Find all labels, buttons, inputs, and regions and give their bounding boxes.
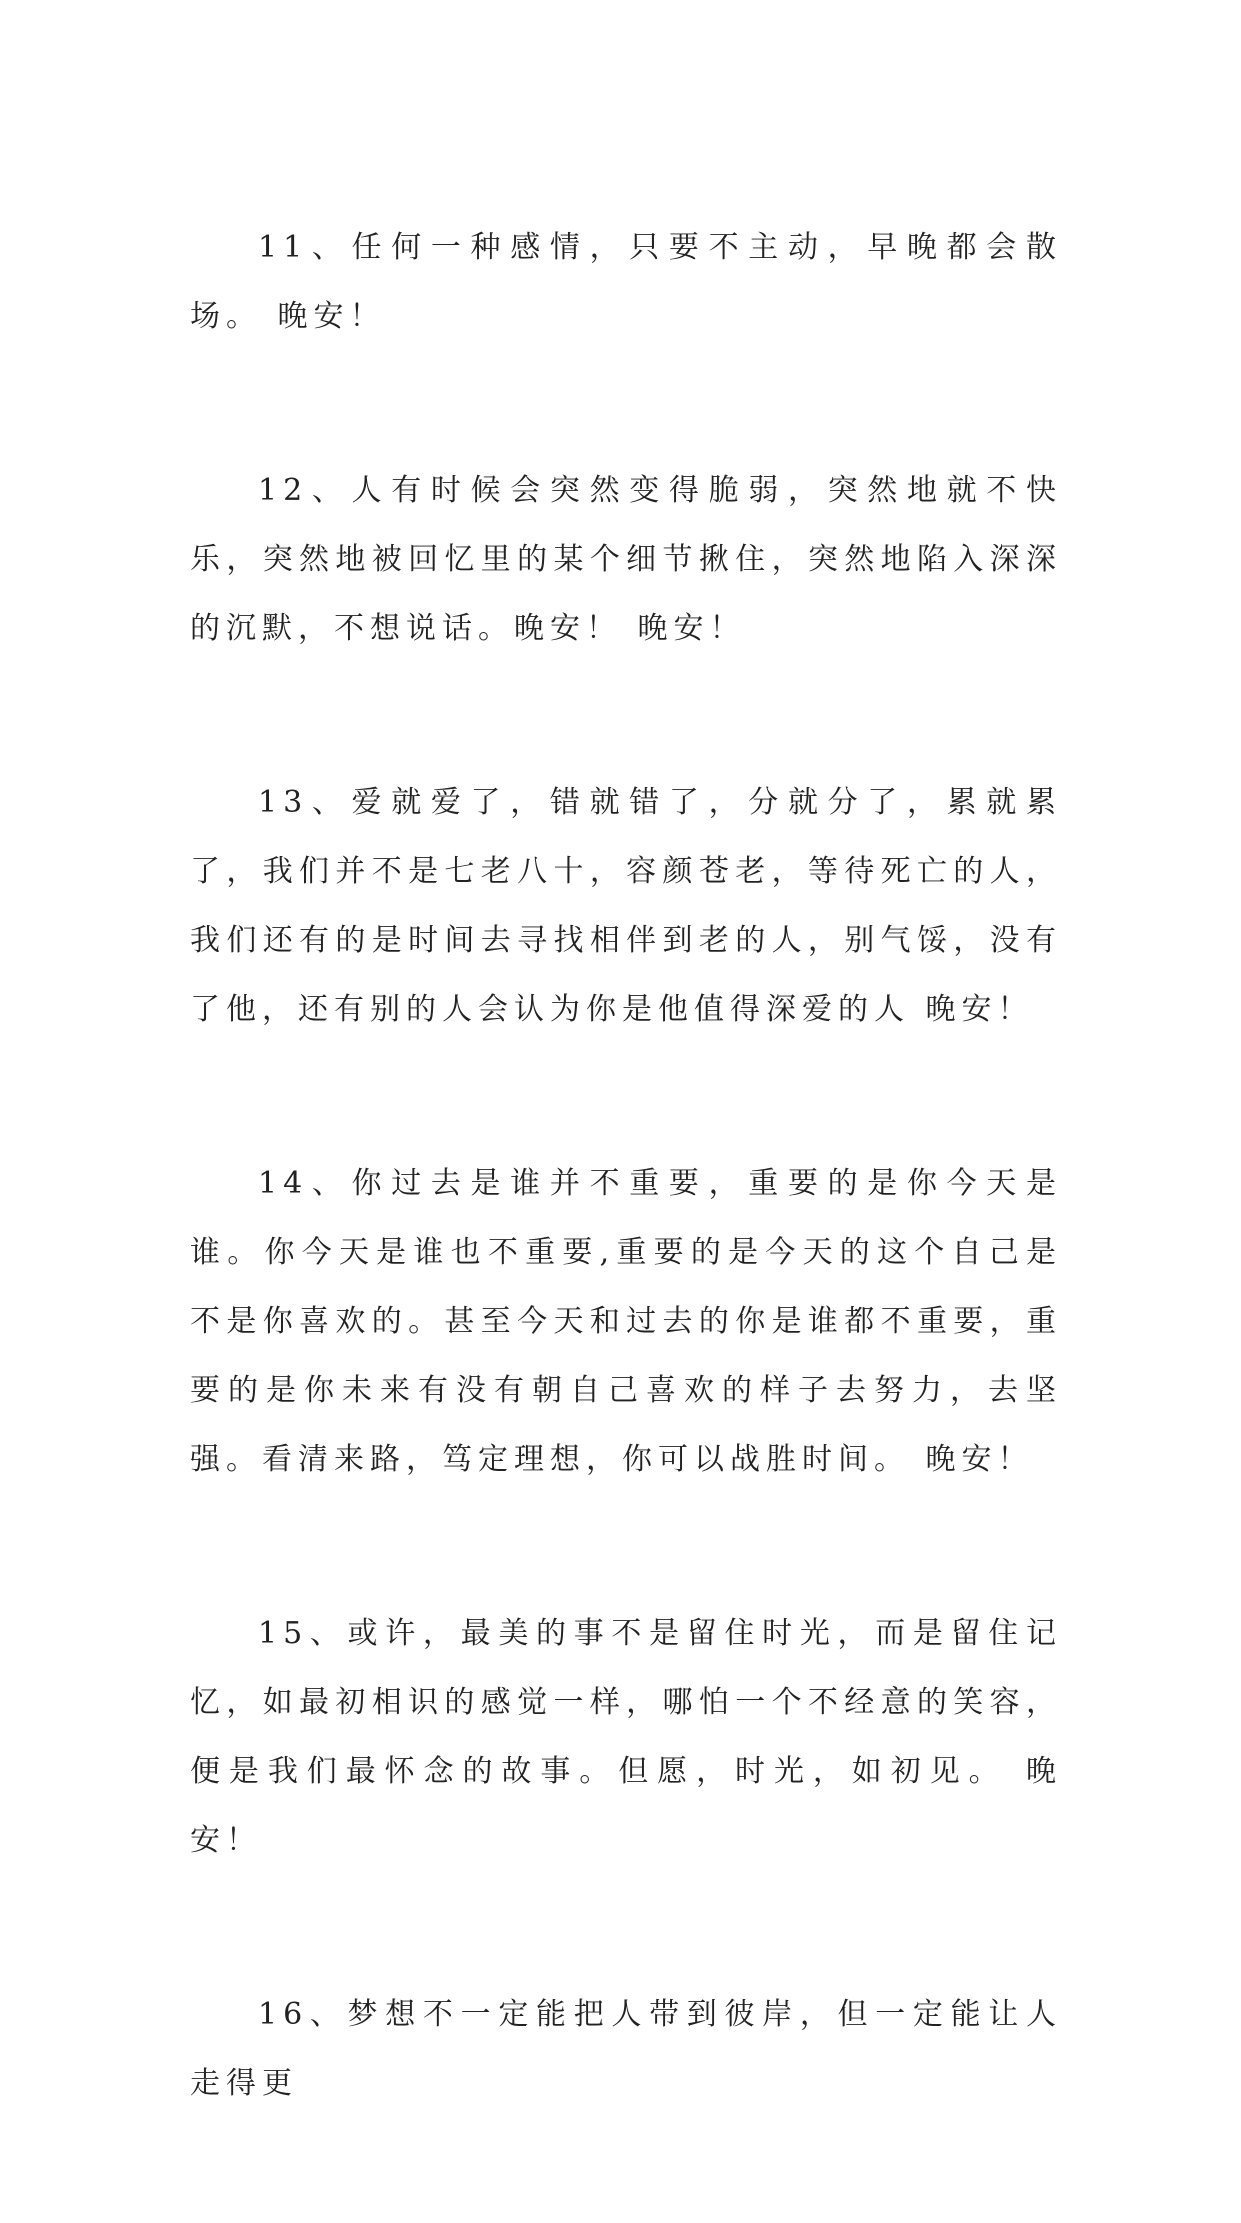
paragraph-11: 11、任何一种感情，只要不主动，早晚都会散场。 晚安！ xyxy=(190,230,1062,334)
paragraph-list xyxy=(190,213,1062,2223)
paragraph-12: 12、人有时候会突然变得脆弱，突然地就不快乐，突然地被回忆里的某个细节揪住，突然地陷入深深的沉默，不想说话。晚安！ 晚安！ xyxy=(190,473,1062,646)
paragraph-14: 14、你过去是谁并不重要，重要的是你今天是谁。你今天是谁也不重要,重要的是今天的这个自己是不是你喜欢的。甚至今天和过去的你是谁都不重要，重要的是你未来有没有朝自己喜欢的样子去努力，去坚强。看清来路，笃定理想，你可以战胜时间。 晚安！ xyxy=(190,1166,1062,1477)
paragraph-15: 15、或许，最美的事不是留住时光，而是留住记忆，如最初相识的感觉一样，哪怕一个不经意的笑容，便是我们最怀念的故事。但愿，时光，如初见。 晚安！ xyxy=(190,1616,1062,1858)
paragraph-16: 16、梦想不一定能把人带到彼岸，但一定能让人走得更 xyxy=(190,1997,1062,2101)
paragraph-13: 13、爱就爱了，错就错了，分就分了，累就累了，我们并不是七老八十，容颜苍老，等待死亡的人，我们还有的是时间去寻找相伴到老的人，别气馁，没有了他，还有别的人会认为你是他值得深爱的人 晚安！ xyxy=(190,785,1062,1027)
